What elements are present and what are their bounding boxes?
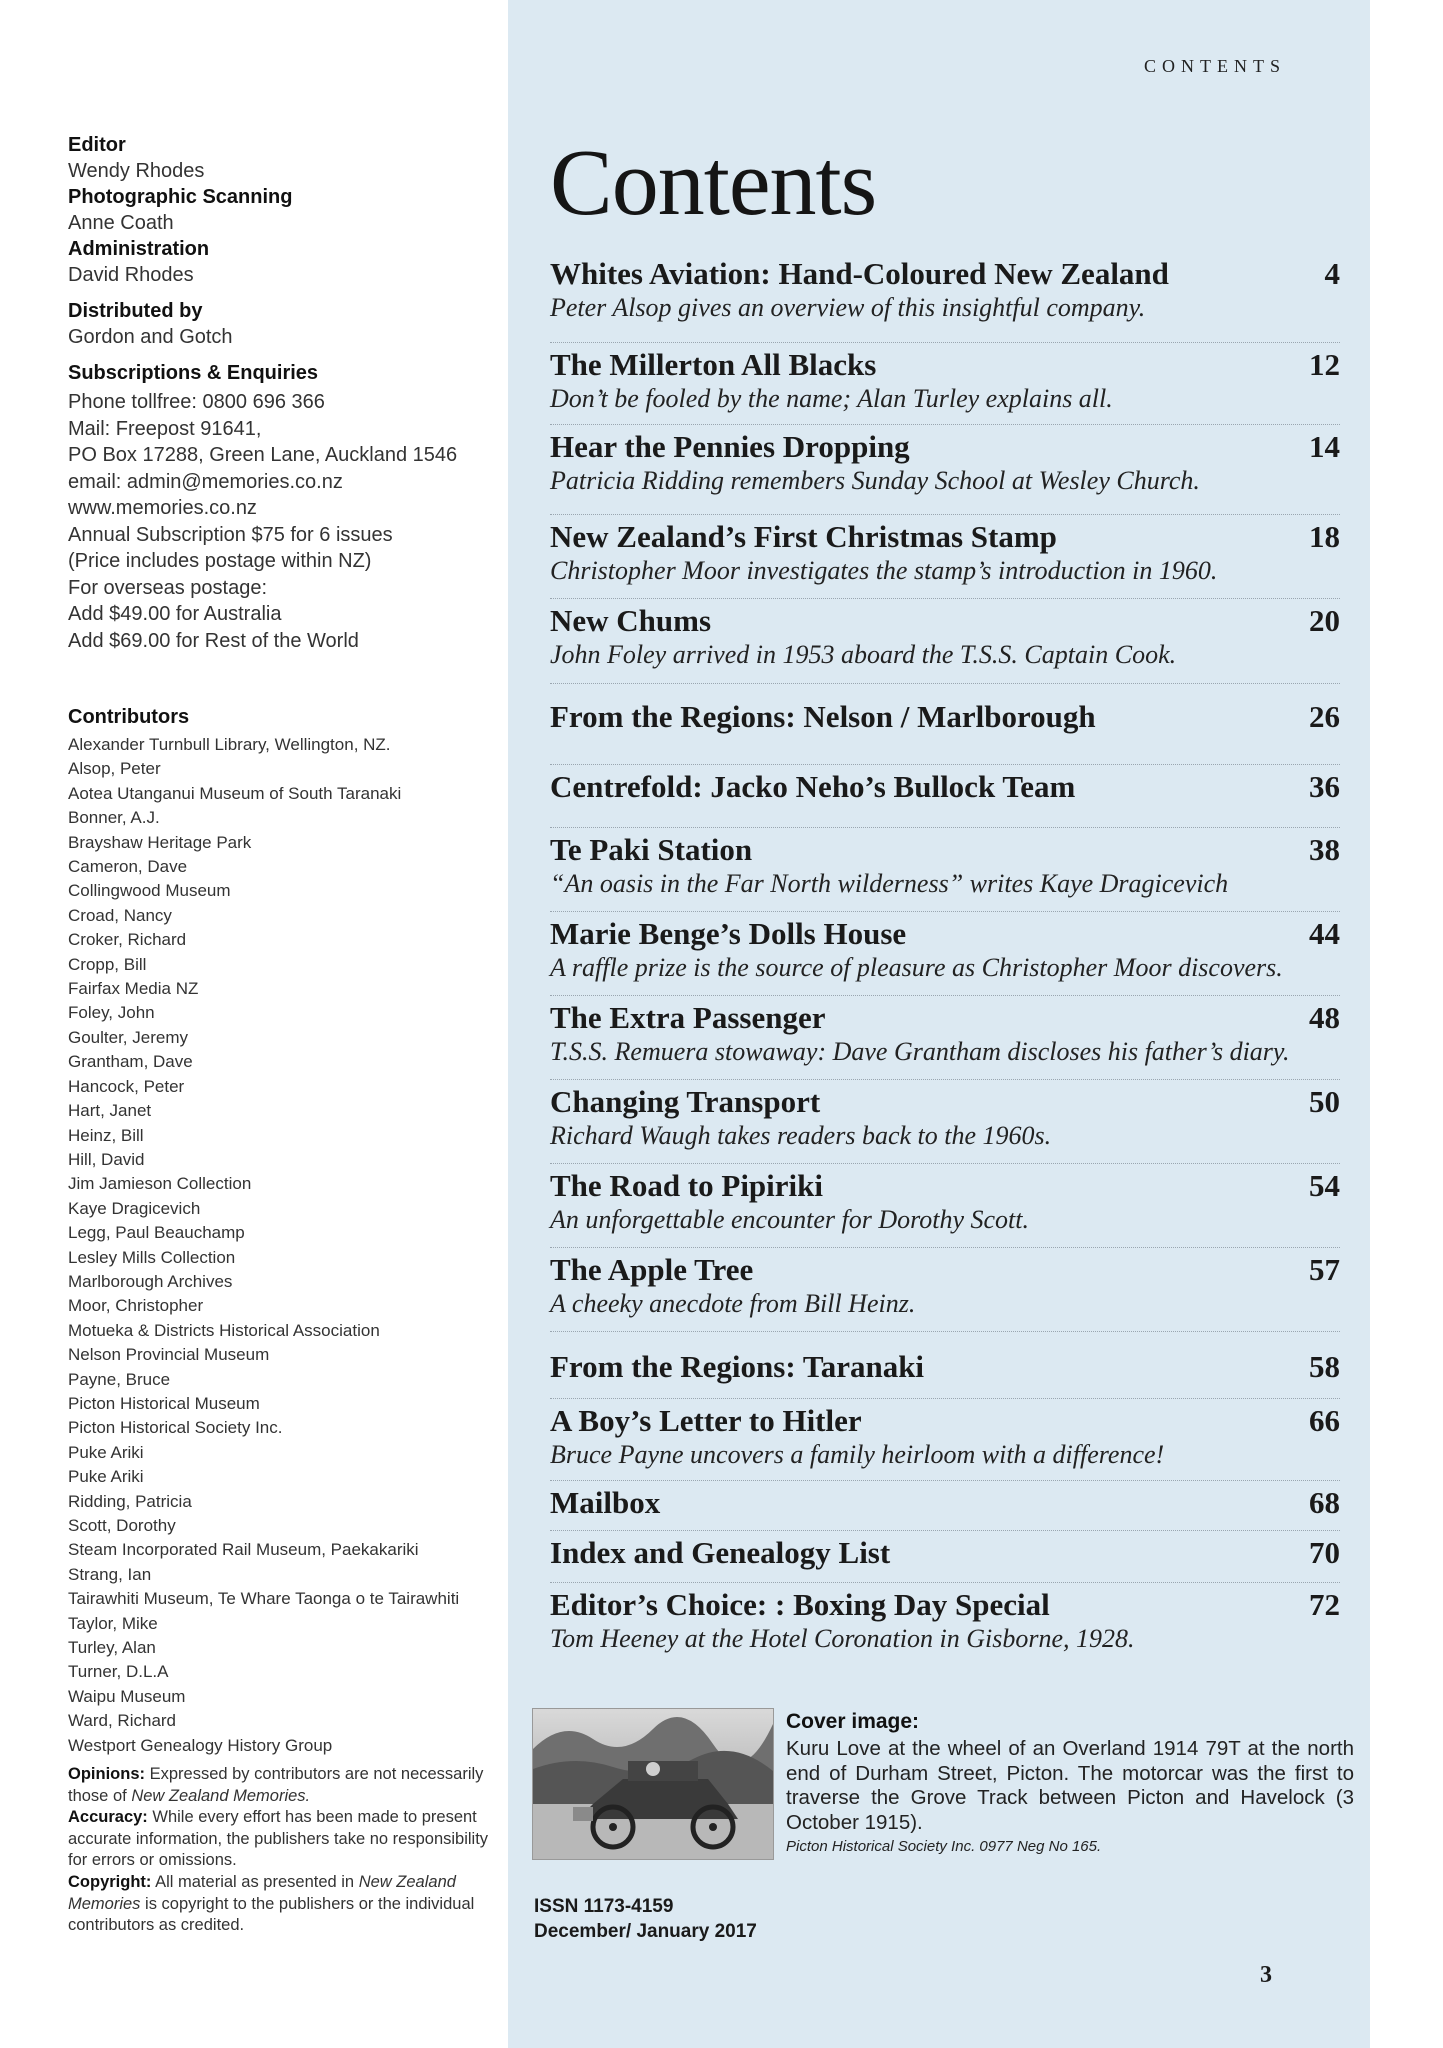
toc-entry[interactable]	[550, 832, 1340, 900]
toc-entry-title[interactable]: Index and Genealogy List	[550, 1535, 891, 1570]
toc-entry[interactable]	[550, 1485, 1340, 1521]
subscription-line: (Price includes postage within NZ)	[68, 550, 372, 572]
contributor-item: Croker, Richard	[68, 930, 187, 950]
copyright-text-end: is copyright to the publishers or the individual contributors as credited.	[68, 1894, 475, 1935]
contributor-item: Steam Incorporated Rail Museum, Paekakariki	[68, 1540, 419, 1560]
issue-date: December/ January 2017	[534, 1921, 757, 1942]
contributor-item: Marlborough Archives	[68, 1271, 233, 1291]
toc-divider	[550, 1079, 1340, 1080]
toc-entry-description: Bruce Payne uncovers a family heirloom with a difference!	[550, 1440, 1165, 1469]
toc-entry[interactable]	[550, 1168, 1340, 1236]
toc-entry-title[interactable]: The Road to Pipiriki	[550, 1168, 824, 1203]
toc-entry-title[interactable]: Hear the Pennies Dropping	[550, 429, 910, 464]
toc-entry-description: T.S.S. Remuera stowaway: Dave Grantham discloses his father’s diary.	[550, 1037, 1290, 1066]
contributor-item: Brayshaw Heritage Park	[68, 832, 252, 852]
toc-entry-title[interactable]: From the Regions: Nelson / Marlborough	[550, 699, 1096, 734]
subscription-line: Add $69.00 for Rest of the World	[68, 629, 359, 652]
cover-heading: Cover image:	[786, 1710, 920, 1733]
contributor-item: Puke Ariki	[68, 1467, 144, 1487]
contributor-item: Hart, Janet	[68, 1101, 152, 1121]
contributor-item: Picton Historical Museum	[68, 1393, 260, 1413]
subscription-line: Phone tollfree: 0800 696 366	[68, 391, 325, 413]
toc-entry-description: Tom Heeney at the Hotel Coronation in Gisborne, 1928.	[550, 1624, 1135, 1653]
staff-name: David Rhodes	[68, 264, 194, 286]
toc-entry-title[interactable]: New Chums	[550, 603, 712, 638]
toc-entry-page[interactable]: 54	[1309, 1168, 1340, 1203]
opinions-text: Expressed by contributors are not necessarily those of	[68, 1765, 484, 1805]
toc-divider	[550, 1247, 1340, 1248]
toc-divider	[550, 827, 1340, 828]
contributor-item: Alsop, Peter	[68, 759, 161, 779]
masthead	[68, 132, 508, 654]
toc-entry-page[interactable]: 38	[1309, 832, 1340, 867]
subscription-line: PO Box 17288, Green Lane, Auckland 1546	[68, 444, 458, 466]
contributor-item: Hancock, Peter	[68, 1076, 185, 1096]
contributor-item: Picton Historical Society Inc.	[68, 1418, 283, 1438]
toc-entry-page[interactable]: 26	[1309, 699, 1340, 734]
toc-divider	[550, 683, 1340, 684]
toc-entry-page[interactable]: 58	[1309, 1349, 1340, 1384]
cover-photo	[532, 1708, 774, 1860]
accuracy-text: While every effort has been made to present accurate information, the publishers take no responsibility for errors or omissions.	[68, 1808, 489, 1870]
toc-entry-page[interactable]: 70	[1309, 1535, 1340, 1570]
contents-title: Contents	[550, 131, 877, 235]
staff-name: Anne Coath	[68, 212, 174, 234]
contributor-item: Strang, Ian	[68, 1564, 152, 1584]
toc-entry[interactable]	[550, 916, 1340, 984]
subscription-line: Mail: Freepost 91641,	[68, 417, 262, 440]
toc-entry[interactable]	[550, 1535, 1340, 1571]
toc-divider	[550, 1398, 1340, 1399]
toc-entry-title[interactable]: From the Regions: Taranaki	[550, 1349, 925, 1384]
toc-entry-description: “An oasis in the Far North wilderness” writes Kaye Dragicevich	[550, 869, 1229, 898]
contributor-item: Waipu Museum	[68, 1686, 186, 1706]
staff-administration	[68, 236, 508, 288]
subscriptions-heading: Subscriptions & Enquiries	[68, 362, 319, 384]
staff-role: Editor	[68, 134, 126, 156]
toc-divider	[550, 514, 1340, 515]
toc-entry[interactable]	[550, 699, 1340, 735]
copyright-publication: New Zealand Memories	[68, 1872, 456, 1913]
toc-entry[interactable]	[550, 256, 1340, 324]
accuracy-label: Accuracy:	[68, 1808, 148, 1827]
contributor-item: Taylor, Mike	[68, 1613, 158, 1633]
contributor-item: Cameron, Dave	[68, 857, 188, 877]
subscription-email[interactable]: email: admin@memories.co.nz	[68, 470, 343, 493]
contributor-item: Heinz, Bill	[68, 1125, 144, 1145]
toc-entry-page[interactable]: 68	[1309, 1485, 1340, 1520]
toc-entry-page[interactable]: 4	[1324, 256, 1340, 291]
cover-caption: Kuru Love at the wheel of an Overland 1914 79T at the north end of Durham Street, Picton. The motorcar was the first to traverse the Grove Track between Picton and Havelock (3 October 1915).	[786, 1737, 1354, 1834]
staff-role: Administration	[68, 238, 210, 260]
contributor-item: Kaye Dragicevich	[68, 1198, 201, 1218]
toc-divider	[550, 911, 1340, 912]
toc-entry-title[interactable]: Centrefold: Jacko Neho’s Bullock Team	[550, 769, 1076, 804]
contributor-item: Aotea Utanganui Museum of South Taranaki	[68, 783, 402, 803]
cover-credit: Picton Historical Society Inc. 0977 Neg No 165.	[786, 1838, 1102, 1855]
staff-editor	[68, 132, 508, 184]
toc-divider	[550, 1530, 1340, 1531]
toc-entry-title[interactable]: A Boy’s Letter to Hitler	[550, 1403, 862, 1438]
copyright-text: All material as presented in	[155, 1872, 355, 1891]
contributor-item: Scott, Dorothy	[68, 1516, 176, 1535]
contributors-list	[68, 733, 508, 1758]
toc-entry-page[interactable]: 12	[1309, 347, 1340, 382]
contributor-item: Jim Jamieson Collection	[68, 1174, 252, 1194]
running-head: CONTENTS	[1144, 56, 1286, 76]
contributor-item: Lesley Mills Collection	[68, 1247, 236, 1267]
toc-divider	[550, 424, 1340, 425]
contributor-item: Croad, Nancy	[68, 905, 172, 925]
toc-entry[interactable]	[550, 769, 1340, 805]
issn: ISSN 1173-4159	[534, 1896, 674, 1917]
toc-divider	[550, 1582, 1340, 1583]
toc-entry[interactable]	[550, 1084, 1340, 1152]
toc-entry-description: Patricia Ridding remembers Sunday School at Wesley Church.	[550, 466, 1200, 495]
contributor-item: Moor, Christopher	[68, 1296, 204, 1316]
toc-entry-description: An unforgettable encounter for Dorothy Scott.	[550, 1205, 1029, 1234]
contributor-item: Foley, John	[68, 1003, 155, 1023]
toc-entry-title[interactable]: Editor’s Choice: : Boxing Day Special	[550, 1587, 1050, 1622]
contributor-item: Motueka & Districts Historical Association	[68, 1320, 380, 1340]
opinions-publication: New Zealand Memories.	[131, 1786, 311, 1805]
issn-block	[534, 1894, 757, 1944]
toc-divider	[550, 598, 1340, 599]
toc-entry-page[interactable]: 14	[1309, 429, 1340, 464]
legal-notes	[68, 1764, 508, 1937]
contributor-item: Cropp, Bill	[68, 954, 147, 974]
toc-entry-page[interactable]: 44	[1309, 916, 1340, 951]
staff-scanning	[68, 184, 508, 236]
toc-entry-title[interactable]: New Zealand’s First Christmas Stamp	[550, 519, 1057, 554]
copyright-label: Copyright:	[68, 1872, 152, 1891]
contributor-item: Puke Ariki	[68, 1442, 144, 1462]
contributor-item: Collingwood Museum	[68, 881, 231, 901]
toc-divider	[550, 342, 1340, 343]
toc-entry-description: Christopher Moor investigates the stamp’s introduction in 1960.	[550, 556, 1218, 585]
toc-entry-page[interactable]: 50	[1309, 1084, 1340, 1119]
contributor-item: Goulter, Jeremy	[68, 1027, 188, 1047]
subscription-line: Add $49.00 for Australia	[68, 603, 282, 625]
toc-entry[interactable]	[550, 1252, 1340, 1320]
toc-entry-title[interactable]: The Apple Tree	[550, 1252, 754, 1287]
contributor-item: Alexander Turnbull Library, Wellington, NZ.	[68, 735, 391, 754]
toc-entry-page[interactable]: 36	[1309, 769, 1340, 804]
opinions-label: Opinions:	[68, 1765, 145, 1783]
toc-divider	[550, 995, 1340, 996]
subscription-line: Annual Subscription $75 for 6 issues	[68, 523, 393, 546]
toc-divider	[550, 764, 1340, 765]
subscription-website[interactable]: www.memories.co.nz	[68, 497, 257, 519]
toc-entry-description: A raffle prize is the source of pleasure as Christopher Moor discovers.	[550, 953, 1283, 982]
toc-divider	[550, 1480, 1340, 1481]
contributor-item: Tairawhiti Museum, Te Whare Taonga o te Tairawhiti	[68, 1589, 460, 1609]
toc-entry[interactable]	[550, 1403, 1340, 1471]
contributor-item: Legg, Paul Beauchamp	[68, 1223, 245, 1243]
contributor-item: Westport Genealogy History Group	[68, 1735, 333, 1755]
toc-entry-page[interactable]: 66	[1309, 1403, 1340, 1438]
toc-entry-page[interactable]: 18	[1309, 519, 1340, 554]
contributor-item: Turner, D.L.A	[68, 1662, 169, 1682]
contributors-heading: Contributors	[68, 706, 190, 728]
toc-entry[interactable]	[550, 1349, 1340, 1385]
page-number: 3	[1260, 1962, 1272, 1988]
toc-entry[interactable]	[550, 519, 1340, 587]
toc-divider	[550, 1163, 1340, 1164]
toc-entry-title[interactable]: Mailbox	[550, 1485, 661, 1520]
toc-entry-description: Peter Alsop gives an overview of this insightful company.	[550, 293, 1146, 322]
contents-panel	[508, 0, 1370, 2048]
toc-entry-title[interactable]: Whites Aviation: Hand-Coloured New Zealand	[550, 256, 1169, 291]
toc-entry-description: A cheeky anecdote from Bill Heinz.	[550, 1289, 916, 1318]
toc-entry-description: Richard Waugh takes readers back to the 1960s.	[550, 1121, 1052, 1150]
toc-divider	[550, 1331, 1340, 1332]
contributor-item: Fairfax Media NZ	[68, 979, 199, 999]
staff-role: Photographic Scanning	[68, 186, 293, 208]
contributor-item: Bonner, A.J.	[68, 808, 160, 828]
toc-entry-title[interactable]: Changing Transport	[550, 1084, 821, 1119]
toc-entry[interactable]	[550, 603, 1340, 671]
toc-entry-description: Don’t be fooled by the name; Alan Turley explains all.	[550, 384, 1113, 413]
toc-entry[interactable]	[550, 1000, 1340, 1068]
toc-entry-title[interactable]: The Millerton All Blacks	[550, 347, 877, 382]
staff-distributor	[68, 298, 508, 350]
toc-entry-page[interactable]: 72	[1309, 1587, 1340, 1622]
contributor-item: Ward, Richard	[68, 1711, 177, 1731]
toc-entry[interactable]	[550, 1587, 1340, 1655]
toc-entry[interactable]	[550, 347, 1340, 415]
toc-entry-page[interactable]: 57	[1309, 1252, 1340, 1287]
toc-entry-page[interactable]: 48	[1309, 1000, 1340, 1035]
toc-entry-title[interactable]: The Extra Passenger	[550, 1000, 826, 1035]
staff-name: Wendy Rhodes	[68, 160, 205, 182]
toc-entry[interactable]	[550, 429, 1340, 497]
contributor-item: Payne, Bruce	[68, 1369, 171, 1389]
staff-role: Distributed by	[68, 300, 203, 322]
contributor-item: Turley, Alan	[68, 1638, 156, 1658]
contributor-item: Grantham, Dave	[68, 1052, 193, 1072]
contributor-item: Nelson Provincial Museum	[68, 1345, 270, 1365]
staff-name: Gordon and Gotch	[68, 326, 233, 348]
contributor-item: Ridding, Patricia	[68, 1491, 192, 1511]
toc-entry-description: John Foley arrived in 1953 aboard the T.S.S. Captain Cook.	[550, 640, 1177, 669]
contributor-item: Hill, David	[68, 1149, 145, 1169]
toc-entry-title[interactable]: Te Paki Station	[550, 832, 753, 867]
toc-entry-title[interactable]: Marie Benge’s Dolls House	[550, 916, 907, 951]
subscription-line: For overseas postage:	[68, 576, 267, 599]
toc-entry-page[interactable]: 20	[1309, 603, 1340, 638]
